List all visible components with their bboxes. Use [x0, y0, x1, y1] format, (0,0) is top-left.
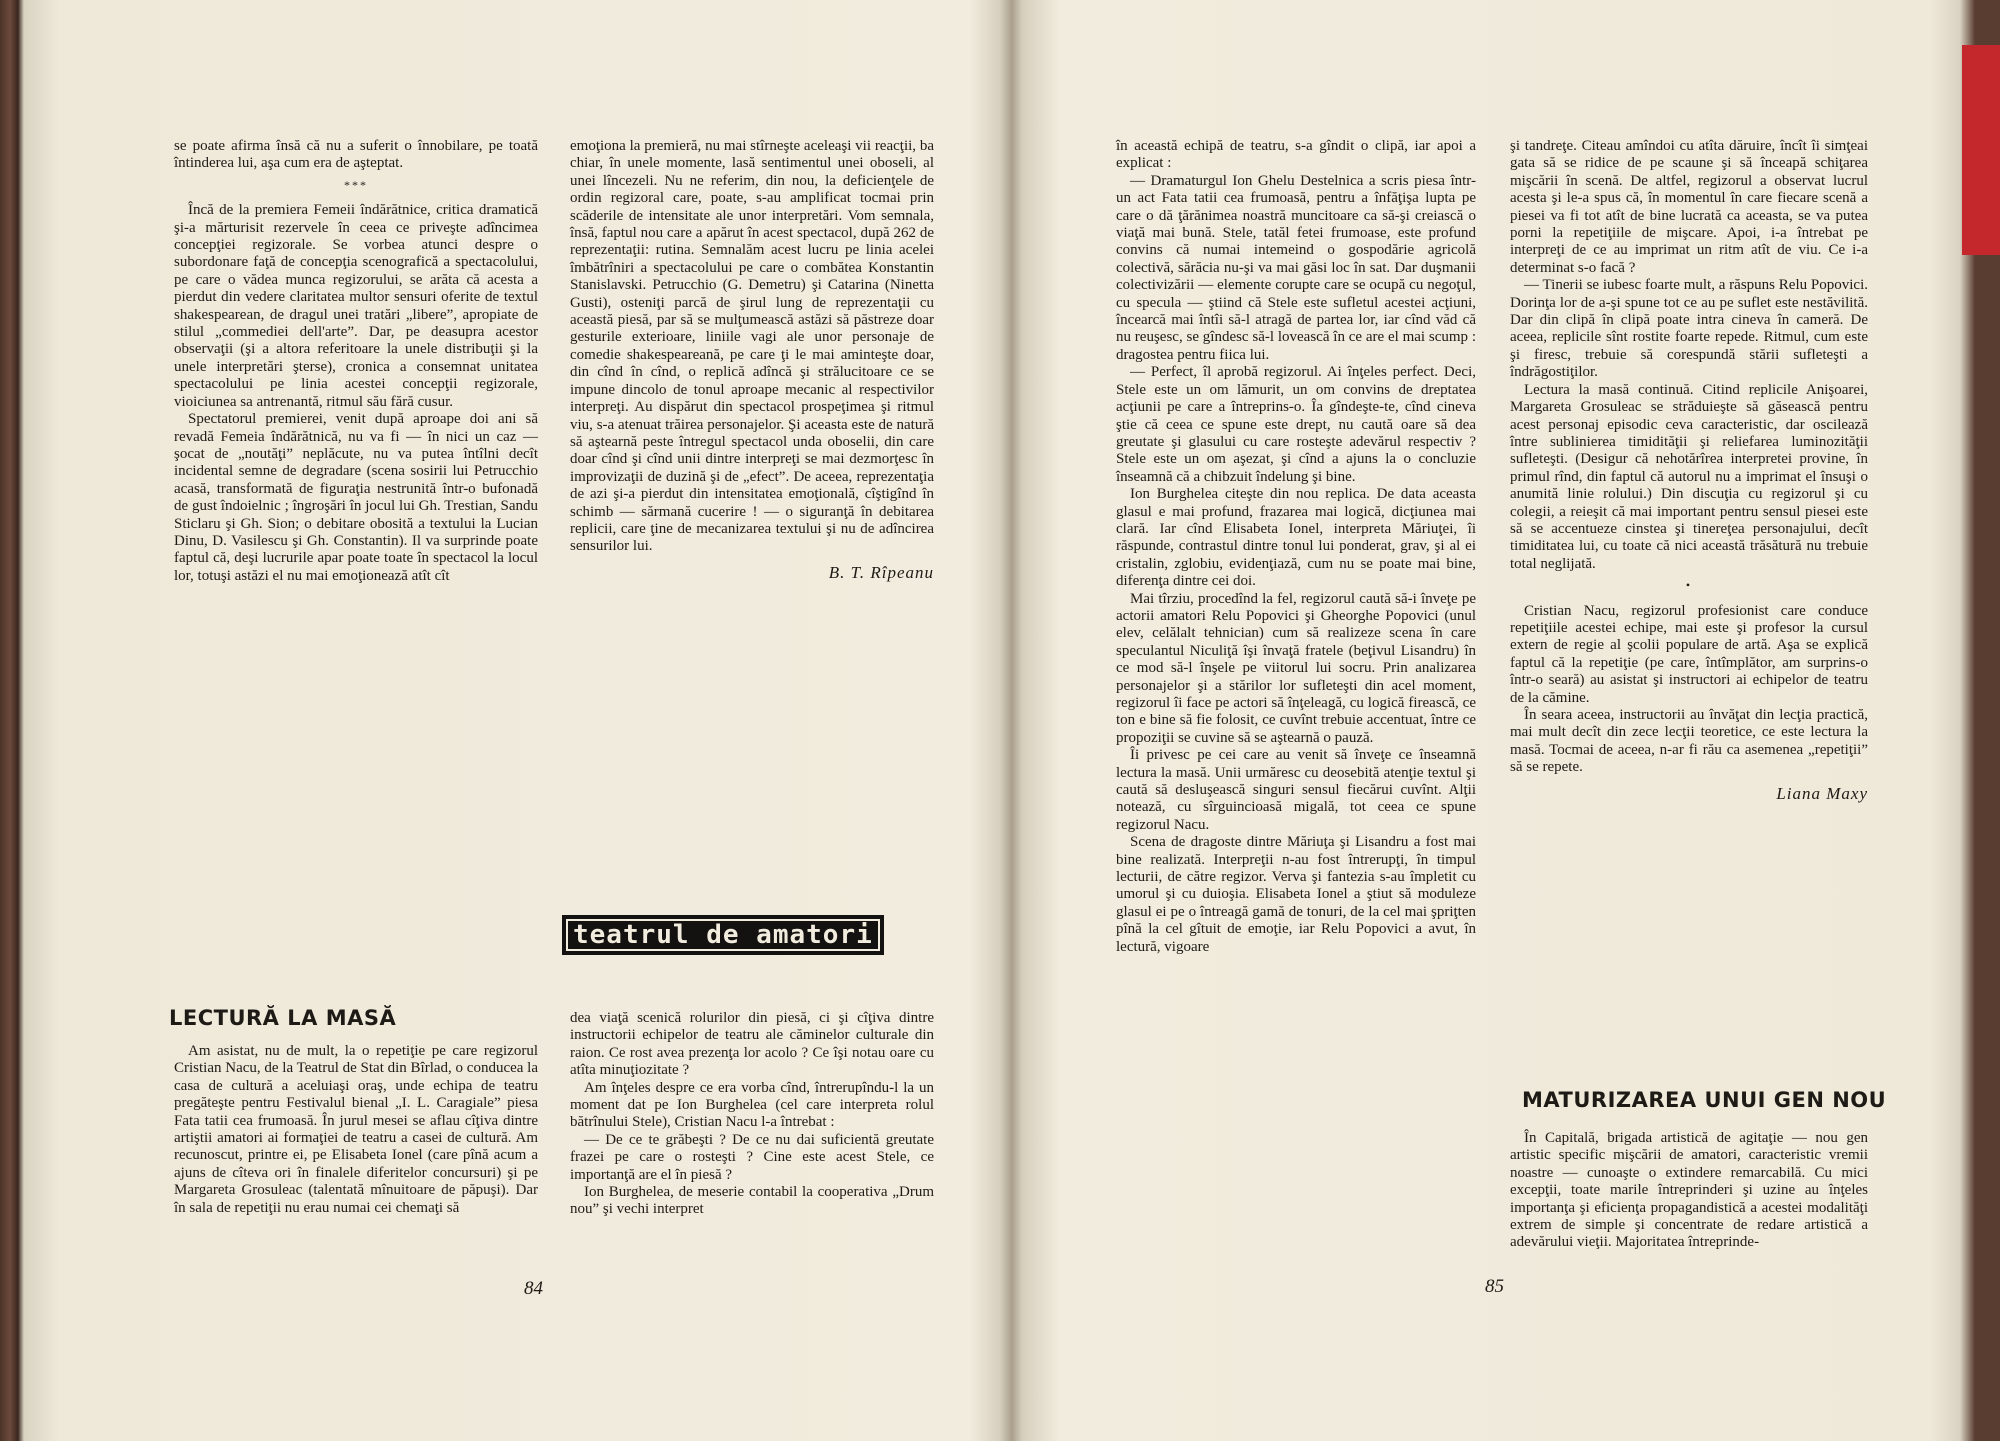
left-col1-bottom [174, 1043, 538, 1217]
right-col1 [1116, 138, 1476, 956]
paragraph: în această echipă de teatru, s-a gîndit o clipă, iar apoi a explicat : [1116, 138, 1476, 172]
paragraph: Lectura la masă continuă. Citind replicile Anişoarei, Margareta Grosuleac se străduieşte să găsească pentru acest personaj episodic ceva caracteristic, dar oscilează între sublinierea timidităţii şi reliefarea luminozităţii sufleteşti. (Desigur că nehotărîrea interpretei provine, în primul rînd, din faptul că autorul nu a imprimat el însuşi o anumită linie rolului.) Din discuţia cu regizorul şi cu colegii, a reieşit că mai important pentru sensul piesei este să se accentueze cinstea şi tinereţea personajului, decît timiditatea lui, cu toate că nici această trăsătură nu trebuie total neglijată. [1510, 381, 1868, 572]
left-col2-top [570, 138, 934, 581]
left-col1-top [174, 138, 538, 585]
paragraph: şi tandreţe. Citeau amîndoi cu atîta dăruire, încît îi simţeai gata să se ridice de pe scaune şi să înceapă schiţarea mişcării în scenă. De altfel, regizorul a observat lucrul acesta şi le-a spus că, în momentul în care fiecare scenă a piesei va fi tot atît de bine lucrată ca aceasta, se va putea porni la repetiţiile de mişcare. Apoi, i-a întrebat pe interpreţi de ce au imprimat un ritm atît de viu. Ce i-a determinat s-o facă ? [1510, 138, 1868, 276]
section-separator: • [1685, 578, 1693, 593]
paragraph: În seara aceea, instructorii au învăţat din lecţia practică, mai mult decît din zece lecţii teoretice, ce este lectura la masă. Tocmai de aceea, n-ar fi rău ca asemenea „repetiţii” să se repete. [1510, 707, 1868, 776]
paragraph: Spectatorul premierei, venit după aproape doi ani să revadă Femeia îndărătnică, nu va fi — în nici un caz — şocat de „noutăţi” neplăcute, nu va putea întîlni decît incidental semne de degradare (scena sosirii lui Petrucchio acasă, transformată de figuraţia nestrunită într-o bufonadă de gust îndoielnic ; îngroşări în jocul lui Gh. Trestian, Sandu Sticlaru şi Gh. Sion; o debitare obosită a textului la Lucian Dinu, D. Vasilescu şi Gh. Constantin). Il va surprinde poate faptul că, deşi lucrurile apar poate toate în spectacol la locul lor, totuşi astăzi el nu mai emoţionează atît cît [174, 411, 538, 584]
paragraph: Îi privesc pe cei care au venit să înveţe ce înseamnă lectura la masă. Unii urmăresc cu deosebită atenţie textul şi caută să desluşească singuri sensul fiecărui cuvînt. Alţii notează, cu sîrguincioasă migală, tot ceea ce spune regizorul Nacu. [1116, 747, 1476, 833]
article-heading: MATURIZAREA UNUI GEN NOU [1522, 1088, 1887, 1112]
paragraph: — Tinerii se iubesc foarte mult, a răspuns Relu Popovici. Dorinţa lor de a-şi spune tot ce au pe suflet este nestăvilită. Dar din clipă în clipă poate intra cineva în cameră. De aceea, replicile sînt rostite foarte repede. Ritmul, cum este şi firesc, trebuie să corespundă stării sufleteşti a îndrăgostiţilor. [1510, 277, 1868, 381]
paragraph: Cristian Nacu, regizorul profesionist care conduce repetiţiile acestei echipe, mai este şi profesor la cursul extern de regie al şcolii populare de artă. Aşa se explică faptul că la repetiţie (pe care, întîmplător, am surprins-o într-o seară) au asistat şi instructori ai echipelor de teatru de la cămine. [1510, 602, 1868, 706]
page-number: 85 [1485, 1276, 1504, 1297]
section-separator: *** [344, 177, 368, 192]
paragraph: În Capitală, brigada artistică de agitaţie — nou gen artistic specific mişcării de amatori, caracteristic vremii noastre — cunoaşte o extindere remarcabilă. Cu mici excepţii, toate marile întreprinderi şi uzine au înţeles importanţa şi eficienţa propagandistică a acestei modalităţi extrem de simple şi concentrate de redare artistică a adevărului vieţii. Majoritatea întreprinde- [1510, 1130, 1868, 1251]
paragraph: — Perfect, îl aprobă regizorul. Ai înţeles perfect. Deci, Stele este un om lămurit, un om convins de dreptatea acţiunii pe care a întreprins-o. Îa gîndeşte-te, cînd cineva ştie că ceea ce spune este drept, nu caută oare să dea greutate şi glasului cu care rosteşte adevărul respectiv ? Stele este un om aşezat, şi cînd a ajuns la o concluzie înseamnă că a chibzuit îndelung şi bine. [1116, 364, 1476, 485]
left-col2-bottom [570, 1010, 934, 1219]
article-heading: LECTURĂ LA MASĂ [169, 1006, 397, 1030]
paragraph: Scena de dragoste dintre Măriuţa şi Lisandru a fost mai bine realizată. Interpreţii n-au fost întrerupţi, în timpul lecturii, de către regizor. Verva şi fantezia s-au împletit cu umorul şi cu duioşia. Elisabeta Ionel a ştiut să moduleze glasul ei pe o întreagă gamă de tonuri, de la cel mai şpriţten pînă la cel gîtuit de emoţie, iar Relu Popovici a avut, în lectură, vigoare [1116, 834, 1476, 955]
paragraph: Ion Burghelea citeşte din nou replica. De data aceasta glasul e mai profund, frazarea mai logică, dicţiunea mai clară. Iar cînd Elisabeta Ionel, interpreta Măriuţei, îi răspunde, contrastul dintre tonul lui ponderat, grav, şi al ei cristalin, zglobiu, evidenţiază, cum nu se poate mai bine, diferenţa dintre cei doi. [1116, 486, 1476, 590]
red-bookmark-strip [1962, 45, 2000, 255]
section-banner: teatrul de amatori [562, 915, 884, 955]
paragraph: Ion Burghelea, de meserie contabil la cooperativa „Drum nou” şi vechi interpret [570, 1184, 934, 1218]
paragraph: emoţiona la premieră, nu mai stîrneşte aceleaşi vii reacţii, ba chiar, în unele momente, lasă sentimentul unei oboseli, al unei lîncezeli. Nu ne referim, din nou, la deficienţele de ordin regizoral care, poate, s-au amplificat tocmai prin scăderile de intensitate ale unor interpretări. Vom semnala, însă, faptul nou care a apărut în acest spectacol, după 262 de reprezentaţii: rutina. Semnalăm acest lucru pe linia acelei îmbătrîniri a spectacolului pe care o combătea Konstantin Stanislavski. Petrucchio (G. Demetru) şi Catarina (Ninetta Gusti), osteniţi parcă de şirul lung de reprezentaţii cu această piesă, par să se mulţumească astăzi să păstreze doar gesturile exterioare, liniile vagi ale unor personaje de comedie shakespeareană, pe care ţi le mai aminteşte doar, din cînd în cînd, o replică adîncă şi strălucitoare ce se impune dincolo de tonul aproape mecanic al respectivilor interpreţi. Au dispărut din spectacol prospeţimea şi ritmul viu, s-a atenuat trăirea personajelor. Şi aceasta este de natură să aştearnă peste întregul spectacol unda oboselii, din care doar cînd şi cînd unii dintre interpreţi se mai dezmorţesc în improvizaţii de duzină şi de „efect”. De aceea, reprezentaţia de azi şi-a pierdut din intensitatea emoţională, cîştigînd în schimb — sărmană cucerire ! — o siguranţă în debitarea replicii, care ţine de mecanizarea textului şi nu de adîncirea sensurilor lui. [570, 138, 934, 555]
signature: Liana Maxy [1776, 783, 1868, 803]
paragraph: Mai tîrziu, procedînd la fel, regizorul caută să-i înveţe pe actorii amatori Relu Popovici şi Gheorghe Popovici (unul elev, celălalt tehnician) cum să realizeze scena în care speculantul Niculiţă îşi învaţă fratele (beţivul Lisandru) în ce mod să-l înşele pe viitorul lui socru. Prin analizarea personajelor şi a stărilor lor sufleteşti din acel moment, regizorul îi face pe actori să înţeleagă, cu logică firească, ce ton e bine să fie folosit, ce cuvînt trebuie accentuat, între ce propoziţii se cuvine să se aştearnă o pauză. [1116, 590, 1476, 746]
page-number: 84 [524, 1278, 543, 1299]
signature: B. T. Rîpeanu [828, 562, 934, 582]
paragraph: dea viaţă scenică rolurilor din piesă, ci şi cîţiva dintre instructorii echipelor de teatru ale căminelor culturale din raion. Ce rost avea prezenţa lor acolo ? Ce îşi notau oare cu atîta minuţiozitate ? [570, 1010, 934, 1079]
right-col2-bottom [1510, 1130, 1868, 1252]
paragraph: Am asistat, nu de mult, la o repetiţie pe care regizorul Cristian Nacu, de la Teatrul de Stat din Bîrlad, o conducea la casa de cultură a aceluiaşi oraş, unde echipa de teatru pregăteşte pentru Festivalul bienal „I. L. Caragiale” piesa Fata tatii cea frumoasă. În jurul mesei se aflau cîţiva dintre artiştii amatori ai formaţiei de teatru a casei de cultură. Am recunoscut, printre ei, pe Elisabeta Ionel (care pînă acum a ajuns de cîteva ori în finalele diferitelor concursuri) şi pe Margareta Grosuleac (talentată mînuitoare de păpuşi). Dar în sala de repetiţii nu erau numai cei chemaţi să [174, 1043, 538, 1216]
right-page [1012, 40, 1962, 1405]
paragraph: — Dramaturgul Ion Ghelu Destelnica a scris piesa într-un act Fata tatii cea frumoasă, pentru a înfăţişa lupta pe care o dă ţărănimea noastră muncitoare ca să-şi creiască o viaţă mai bună. Stele, tatăl fetei frumoase, este profund convins că numai intemeind o gospodărie agricolă colectivă, sărăcia nu-şi va mai găsi loc în sat. Dar duşmanii colectivizării — elemente corupte care se ocupă cu negoţul, cu specula — ştiind că Stele este sufletul acestei acţiuni, încearcă mai întîi să-l atragă de partea lor, iar cînd văd că nu reuşesc, se gîndesc să-l lovească în ce are el mai scump : dragostea pentru fiica lui. [1116, 172, 1476, 363]
right-col2-top [1510, 138, 1868, 802]
paragraph: Am înţeles despre ce era vorba cînd, întrerupîndu-l la un moment dat pe Ion Burghelea (cel care interpreta rolul bătrînului Stele), Cristian Nacu l-a întrebat : [570, 1079, 934, 1131]
left-page [24, 40, 1014, 1405]
paragraph: Încă de la premiera Femeii îndărătnice, critica dramatică şi-a mărturisit rezervele în ceea ce priveşte adîncimea concepţiei regizorale. Se vorbea atunci despre o subordonare faţă de concepţia scenografică a spectacolului, pe care o vădea munca regizorului, se arăta că acesta a pierdut din vedere claritatea multor sensuri oferite de textul shakespearean, de dragul unei tratări „libere”, apropiate de stilul „commediei dell'arte”. Dar, pe deasupra acestor observaţii (şi a altora referitoare la unele distribuţii şi la unele interpretări şterse), cronica a consemnat unitatea spectacolului pe linia acestei concepţii regizorale, vioiciunea sa antrenantă, ritmul său fără cusur. [174, 202, 538, 410]
paragraph: — De ce te grăbeşti ? De ce nu dai suficientă greutate frazei pe care o rosteşti ? Cine este acest Stele, ce importanţă are el în piesă ? [570, 1131, 934, 1183]
paragraph: se poate afirma însă că nu a suferit o înnobilare, pe toată întinderea lui, aşa cum era de aşteptat. [174, 138, 538, 172]
